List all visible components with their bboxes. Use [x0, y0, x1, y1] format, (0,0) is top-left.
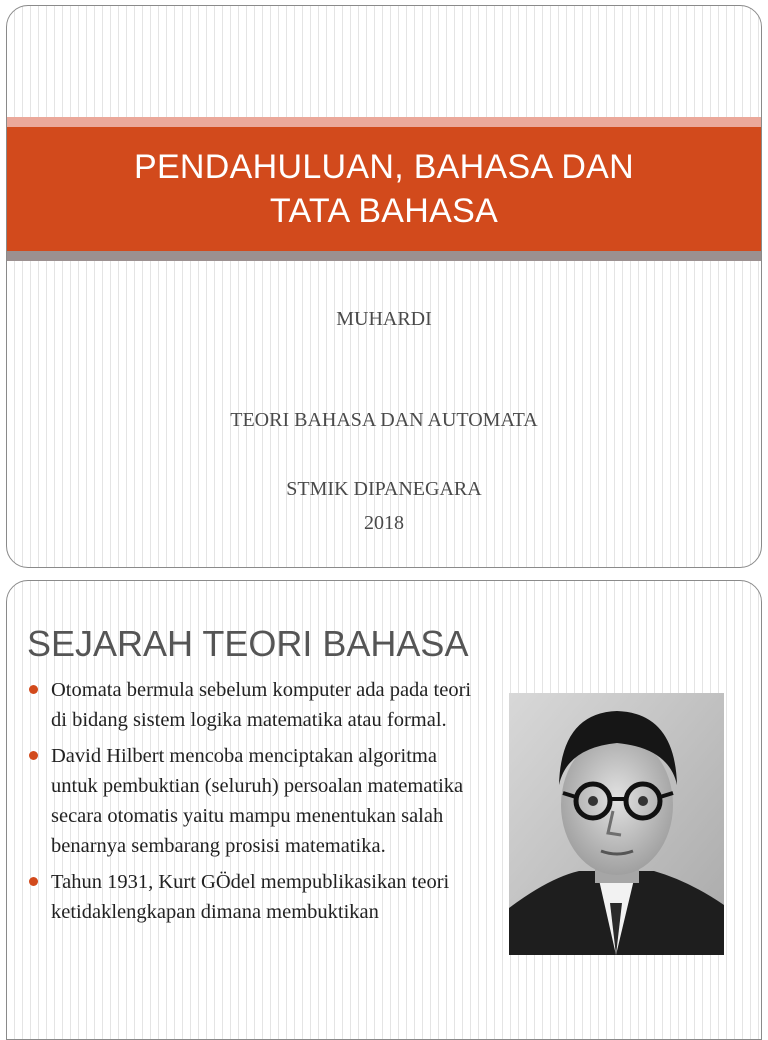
portrait-photo-icon	[509, 693, 724, 955]
portrait-photo	[509, 693, 724, 955]
title-band-top-stripe	[7, 117, 761, 127]
bullet-item	[29, 867, 477, 927]
bullet-item	[29, 675, 477, 735]
course-name: TEORI BAHASA DAN AUTOMATA	[230, 409, 538, 431]
slide-title-line-1: PENDAHULUAN, BAHASA DAN	[133, 148, 635, 186]
bullet-text: David Hilbert mencoba menciptakan algoritma untuk pembuktian (seluruh) persoalan matematika secara otomatis yaitu mampu menentukan salah benarnya sembarang prosisi matematika.	[51, 745, 464, 857]
bullet-text: Tahun 1931, Kurt GÖdel mempublikasikan teori ketidaklengkapan dimana membuktikan	[51, 871, 450, 923]
bullet-dot-icon	[29, 877, 38, 886]
title-band-bottom-stripe	[7, 251, 761, 261]
bullet-dot-icon	[29, 685, 38, 694]
slide-title	[134, 145, 634, 233]
slide-title-line-2: TATA BAHASA	[269, 192, 499, 230]
title-slide	[6, 5, 762, 568]
title-band	[7, 127, 761, 251]
institution-name: STMIK DIPANEGARA	[286, 478, 482, 500]
bullet-text: Otomata bermula sebelum komputer ada pada teori di bidang sistem logika matematika atau formal.	[51, 679, 472, 731]
bullet-list	[29, 675, 477, 933]
author-name: MUHARDI	[336, 308, 432, 330]
history-slide	[6, 580, 762, 1040]
bullet-item	[29, 741, 477, 861]
history-slide-title: SEJARAH TEORI BAHASA	[27, 623, 469, 664]
year: 2018	[364, 512, 404, 534]
bullet-dot-icon	[29, 751, 38, 760]
